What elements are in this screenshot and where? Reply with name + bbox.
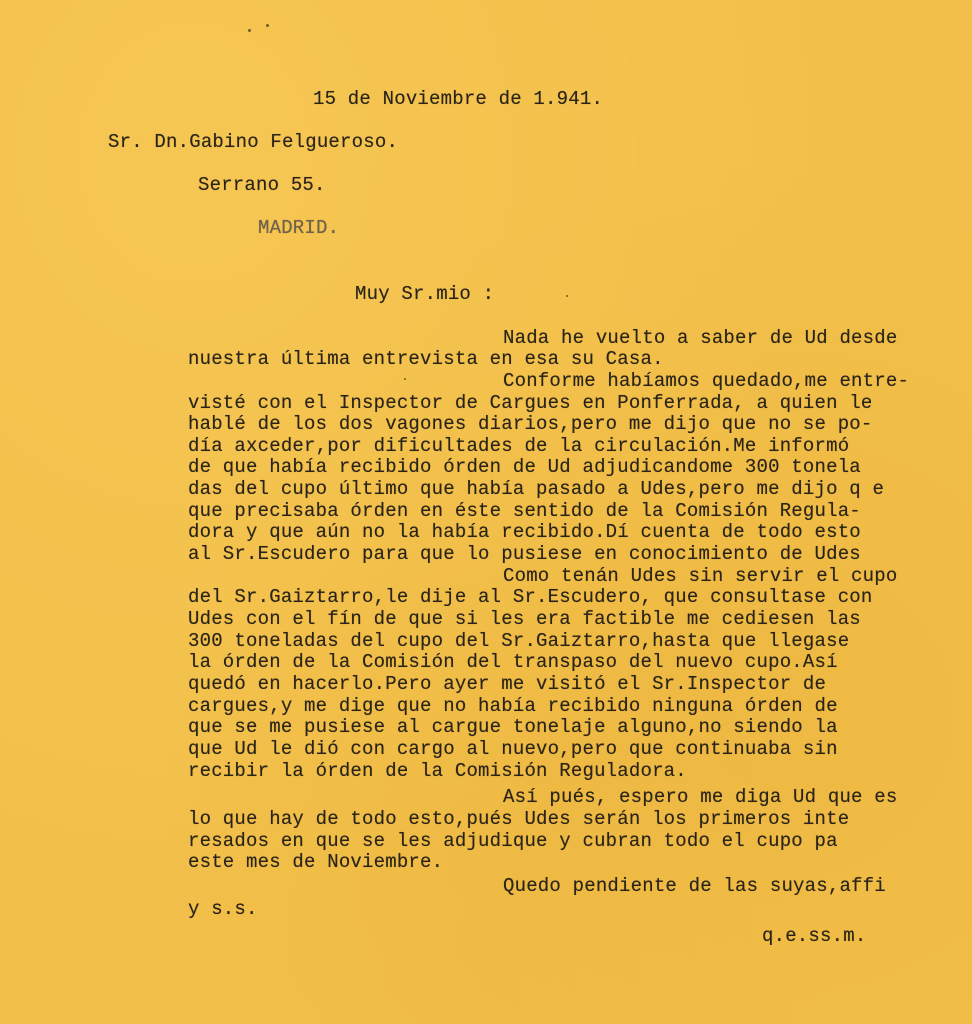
body-line: das del cupo último que había pasado a Udes,pero me dijo q e: [188, 478, 885, 500]
body-line: al Sr.Escudero para que lo pusiese en conocimiento de Udes: [188, 543, 861, 565]
body-line: resados en que se les adjudique y cubran todo el cupo pa: [188, 830, 838, 852]
body-line: que Ud le dió con cargo al nuevo,pero que continuaba sin: [188, 738, 838, 760]
salutation: Muy Sr.mio :: [355, 283, 495, 305]
letter-date: 15 de Noviembre de 1.941.: [313, 88, 604, 110]
paper-speck: [404, 378, 406, 380]
body-line: Como tenán Udes sin servir el cupo: [503, 565, 898, 587]
body-line: y s.s.: [188, 898, 258, 920]
body-line: Quedo pendiente de las suyas,affi: [503, 875, 886, 897]
recipient-address: Serrano 55.: [198, 174, 326, 196]
body-line: cargues,y me dige que no había recibido ninguna órden de: [188, 695, 838, 717]
body-line: nuestra última entrevista en esa su Casa.: [188, 348, 664, 370]
closing-signature: q.e.ss.m.: [762, 925, 867, 947]
body-line: del Sr.Gaiztarro,le dije al Sr.Escudero, que consultase con: [188, 586, 873, 608]
body-line: que se me pusiese al cargue tonelaje alguno,no siendo la: [188, 716, 838, 738]
body-line: Conforme habíamos quedado,me entre-: [503, 370, 910, 392]
body-line: Udes con el fín de que si les era factible me cediesen las: [188, 608, 861, 630]
body-line: de que había recibido órden de Ud adjudicandome 300 tonela: [188, 456, 861, 478]
body-line: quedó en hacerlo.Pero ayer me visitó el Sr.Inspector de: [188, 673, 827, 695]
body-line: lo que hay de todo esto,pués Udes serán los primeros inte: [188, 808, 850, 830]
body-line: que precisaba órden en éste sentido de la Comisión Regula-: [188, 500, 861, 522]
body-line: dora y que aún no la había recibido.Dí cuenta de todo esto: [188, 521, 861, 543]
body-line: este mes de Noviembre.: [188, 851, 444, 873]
body-line: hablé de los dos vagones diarios,pero me dijo que no se po-: [188, 413, 873, 435]
body-line: Nada he vuelto a saber de Ud desde: [503, 327, 898, 349]
recipient-city: MADRID.: [258, 217, 340, 239]
body-line: recibir la órden de la Comisión Reguladora.: [188, 760, 687, 782]
body-line: la órden de la Comisión del transpaso del nuevo cupo.Así: [188, 651, 838, 673]
body-line: Así pués, espero me diga Ud que es: [503, 786, 898, 808]
body-line: 300 toneladas del cupo del Sr.Gaiztarro,hasta que llegase: [188, 630, 850, 652]
recipient-name: Sr. Dn.Gabino Felgueroso.: [108, 131, 399, 153]
paper-speck: [248, 29, 251, 32]
body-line: visté con el Inspector de Cargues en Ponferrada, a quien le: [188, 392, 873, 414]
paper-speck: [566, 295, 568, 297]
body-line: día axceder,por dificultades de la circulación.Me informó: [188, 435, 850, 457]
paper-speck: [266, 24, 269, 27]
